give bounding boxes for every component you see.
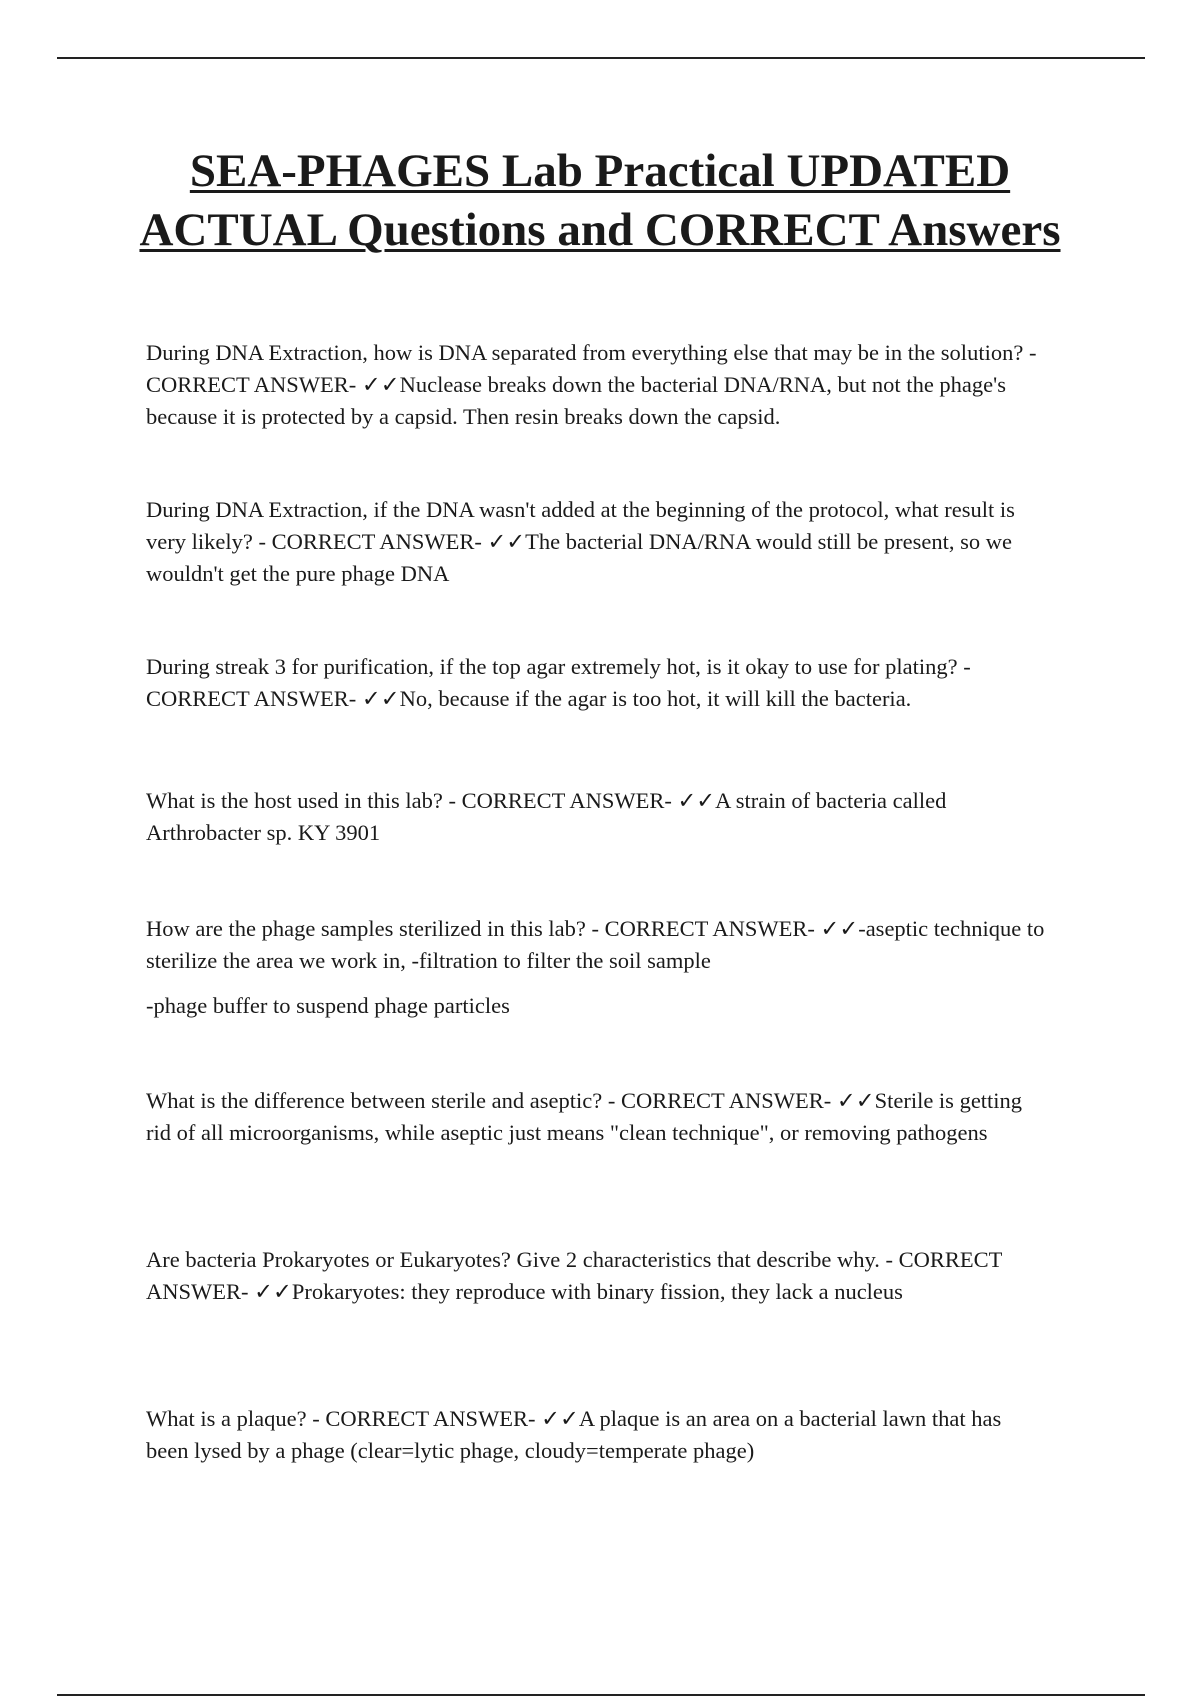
qa-item-8: What is a plaque? - CORRECT ANSWER- ✓✓A plaque is an area on a bacterial lawn that has been lysed by a phage (clear=lytic phage, cloudy=temperate phage): [146, 1406, 1002, 1463]
question-text: What is the host used in this lab?: [146, 788, 443, 813]
qa-item-7: Are bacteria Prokaryotes or Eukaryotes? Give 2 characteristics that describe why. - CORRECT ANSWER- ✓✓Prokaryotes: they reproduce with binary fission, they lack a nucleus: [146, 1247, 1002, 1304]
answer-marker: CORRECT ANSWER-: [146, 686, 357, 711]
check-icon: ✓✓: [677, 788, 716, 813]
answer-text: No, because if the agar is too hot, it will kill the bacteria.: [399, 686, 912, 711]
check-icon: ✓✓: [836, 1088, 875, 1113]
qa-item-6: What is the difference between sterile and aseptic? - CORRECT ANSWER- ✓✓Sterile is getting rid of all microorganisms, while aseptic just means "clean technique", or removing pathogens: [146, 1088, 1023, 1145]
answer-text: Nuclease breaks down the bacterial DNA/RNA, but not the phage's because it is protected by a capsid. Then resin breaks down the capsid.: [146, 372, 1006, 429]
qa-item-2: During DNA Extraction, if the DNA wasn't added at the beginning of the protocol, what result is very likely? - CORRECT ANSWER- ✓✓The bacterial DNA/RNA would still be present, so we wouldn't get the pure phage DNA: [146, 497, 1015, 586]
qa-item-4: What is the host used in this lab? - CORRECT ANSWER- ✓✓A strain of bacteria called Arthrobacter sp. KY 3901: [146, 788, 947, 845]
qa-item-5: How are the phage samples sterilized in this lab? - CORRECT ANSWER- ✓✓-aseptic technique to sterilize the area we work in, -filtration to filter the soil sample: [146, 916, 1045, 973]
qa-item-3: During streak 3 for purification, if the top agar extremely hot, is it okay to use for plating? - CORRECT ANSWER- ✓✓No, because if the agar is too hot, it will kill the bacteria.: [146, 654, 971, 711]
answer-extra-line: -phage buffer to suspend phage particles: [146, 993, 510, 1018]
question-text: How are the phage samples sterilized in this lab?: [146, 916, 586, 941]
question-text: Are bacteria Prokaryotes or Eukaryotes? Give 2 characteristics that describe why.: [146, 1247, 880, 1272]
answer-marker: CORRECT ANSWER-: [604, 916, 815, 941]
document-title: SEA-PHAGES Lab Practical UPDATED ACTUAL Questions and CORRECT Answers: [139, 145, 1061, 256]
answer-marker: CORRECT ANSWER-: [621, 1088, 832, 1113]
answer-text: The bacterial DNA/RNA would still be present, so we wouldn't get the pure phage DNA: [146, 529, 1012, 586]
check-icon: ✓✓: [541, 1406, 579, 1431]
question-text: What is a plaque?: [146, 1406, 307, 1431]
check-icon: ✓✓: [361, 686, 400, 711]
answer-text: A strain of bacteria called Arthrobacter sp. KY 3901: [146, 788, 947, 845]
qa-item-1: During DNA Extraction, how is DNA separated from everything else that may be in the solution? - CORRECT ANSWER- ✓✓Nuclease breaks down the bacterial DNA/RNA, but not the phage's because it is protected by a capsid. Then resin breaks down the capsid.: [146, 340, 1037, 429]
answer-text: A plaque is an area on a bacterial lawn that has been lysed by a phage (clear=lytic phage, cloudy=temperate phage): [146, 1406, 1002, 1463]
top-rule: [57, 57, 1145, 59]
check-icon: ✓✓: [487, 529, 526, 554]
answer-marker: CORRECT ANSWER-: [146, 1247, 1002, 1304]
question-text: What is the difference between sterile and aseptic?: [146, 1088, 603, 1113]
answer-marker: CORRECT ANSWER-: [146, 372, 357, 397]
answer-text: -aseptic technique to sterilize the area we work in, -filtration to filter the soil sample: [146, 916, 1045, 973]
answer-marker: CORRECT ANSWER-: [271, 529, 482, 554]
answer-marker: CORRECT ANSWER-: [325, 1406, 536, 1431]
question-text: During streak 3 for purification, if the top agar extremely hot, is it okay to use for plating?: [146, 654, 958, 679]
answer-marker: CORRECT ANSWER-: [461, 788, 672, 813]
answer-text: Sterile is getting rid of all microorganisms, while aseptic just means "clean technique", or removing pathogens: [146, 1088, 1023, 1145]
bottom-rule: [57, 1694, 1145, 1696]
question-text: During DNA Extraction, how is DNA separated from everything else that may be in the solution?: [146, 340, 1024, 365]
answer-text: Prokaryotes: they reproduce with binary fission, they lack a nucleus: [291, 1279, 903, 1304]
check-icon: ✓✓: [254, 1279, 292, 1304]
check-icon: ✓✓: [820, 916, 859, 941]
check-icon: ✓✓: [361, 372, 400, 397]
question-text: During DNA Extraction, if the DNA wasn't added at the beginning of the protocol, what result is very likely?: [146, 497, 1015, 554]
